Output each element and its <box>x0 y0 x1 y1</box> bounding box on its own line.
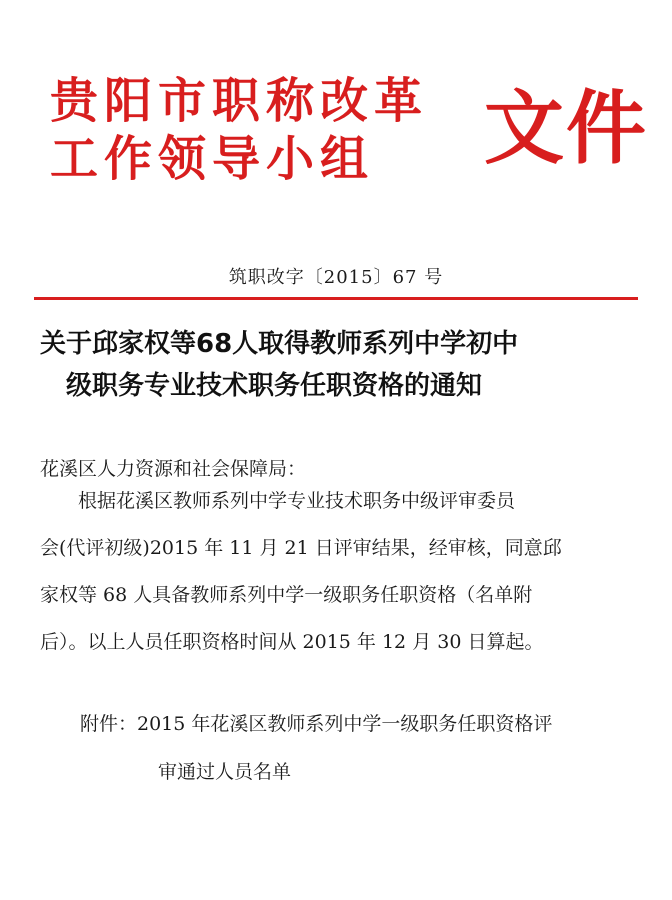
title-line2: 级职务专业技术职务任职资格的通知 <box>66 371 483 401</box>
body-line3: 家权等 68 人具备教师系列中学一级职务任职资格（名单附 <box>40 584 533 606</box>
red-divider-line <box>34 297 638 300</box>
document-number: 筑职改字〔2015〕67 号 <box>228 267 444 288</box>
attachment-line1: 附件：2015 年花溪区教师系列中学一级职务任职资格评 <box>80 713 553 735</box>
title-line1: 关于邱家权等68人取得教师系列中学初中 <box>40 329 519 359</box>
body-line1: 根据花溪区教师系列中学专业技术职务中级评审委员 <box>78 490 516 512</box>
document-type-label: 文件 <box>484 82 648 175</box>
body-paragraph <box>40 478 632 666</box>
body-line4: 后）。以上人员任职资格时间从 2015 年 12 月 30 日算起。 <box>40 631 544 653</box>
issuing-organization <box>50 72 470 188</box>
salutation: 花溪区人力资源和社会保障局： <box>40 458 307 480</box>
document-title <box>40 323 640 407</box>
org-name-line2: 工作领导小组 <box>50 131 375 187</box>
body-line2: 会(代评初级)2015 年 11 月 21 日评审结果，经审核，同意邱 <box>40 537 562 559</box>
attachment-note <box>80 700 640 796</box>
org-name-line1: 贵阳市职称改革 <box>50 73 429 129</box>
attachment-line2: 审通过人员名单 <box>158 761 292 783</box>
